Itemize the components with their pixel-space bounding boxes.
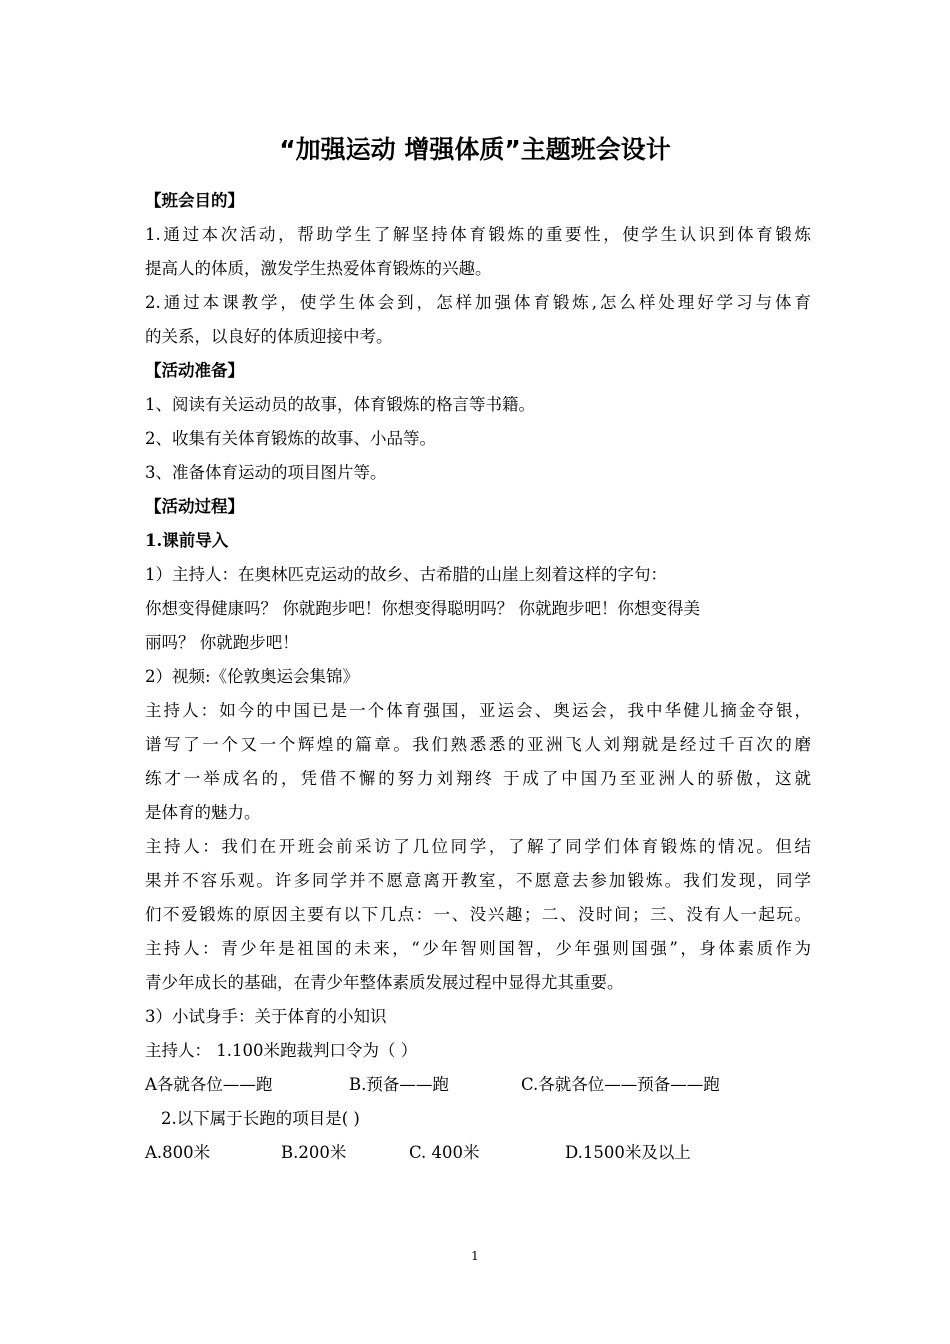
- paragraph-line: 果并不容乐观。许多同学并不愿意离开教室，不愿意去参加锻炼。我们发现，同学: [145, 871, 811, 890]
- quiz-option: C.各就各位——预备——跑: [521, 1075, 720, 1094]
- quiz-option: A.800米: [145, 1143, 211, 1162]
- paragraph-line: 你想变得健康吗？ 你就跑步吧！你想变得聪明吗？ 你就跑步吧！你想变得美: [145, 599, 700, 618]
- quiz-options-2: [145, 1136, 811, 1170]
- section-heading-purpose: 【班会目的】: [145, 191, 244, 210]
- paragraph-line: 主持人：如今的中国已是一个体育强国，亚运会、奥运会，我中华健儿摘金夺银，: [145, 701, 811, 720]
- subsection-heading: 1.课前导入: [145, 531, 229, 550]
- list-item: 3、准备体育运动的项目图片等。: [145, 463, 387, 482]
- list-item: 2、收集有关体育锻炼的故事、小品等。: [145, 429, 436, 448]
- paragraph-line: 2.通过本课教学，使学生体会到，怎样加强体育锻炼,怎么样处理好学习与体育: [145, 293, 811, 312]
- paragraph-line: 1.通过本次活动，帮助学生了解坚持体育锻炼的重要性，使学生认识到体育锻炼: [145, 225, 811, 244]
- quiz-options-1: [145, 1068, 811, 1102]
- paragraph-line: 青少年成长的基础，在青少年整体素质发展过程中显得尤其重要。: [145, 973, 624, 992]
- paragraph-line: 们不爱锻炼的原因主要有以下几点：一、没兴趣；二、没时间；三、没有人一起玩。: [145, 905, 811, 924]
- paragraph-line: 丽吗？ 你就跑步吧！: [145, 633, 299, 652]
- quiz-option: B.预备——跑: [349, 1075, 449, 1094]
- document-body: [145, 184, 811, 1170]
- paragraph-line: 的关系，以良好的体质迎接中考。: [145, 327, 393, 346]
- paragraph-line: 提高人的体质，激发学生热爱体育锻炼的兴趣。: [145, 259, 492, 278]
- quiz-question: 2.以下属于长跑的项目是( ): [161, 1109, 360, 1128]
- document-title: “加强运动 增强体质”主题班会设计: [279, 135, 671, 164]
- quiz-option: D.1500米及以上: [565, 1143, 691, 1162]
- page-number: 1: [471, 1249, 479, 1263]
- paragraph-line: 谱写了一个又一个辉煌的篇章。我们熟悉悉的亚洲飞人刘翔就是经过千百次的磨: [145, 735, 811, 754]
- paragraph-line: 3）小试身手：关于体育的小知识: [145, 1007, 387, 1026]
- section-heading-preparation: 【活动准备】: [145, 361, 244, 380]
- paragraph-line: 主持人：青少年是祖国的未来，“少年智则国智，少年强则国强”，身体素质作为: [145, 939, 811, 958]
- list-item: 1、阅读有关运动员的故事，体育锻炼的格言等书籍。: [145, 395, 535, 414]
- quiz-option: B.200米: [281, 1143, 347, 1162]
- quiz-option: A各就各位——跑: [145, 1075, 273, 1094]
- paragraph-line: 主持人：我们在开班会前采访了几位同学，了解了同学们体育锻炼的情况。但结: [145, 837, 811, 856]
- paragraph-line: 是体育的魅力。: [145, 803, 261, 822]
- quiz-question: 主持人： 1.100米跑裁判口令为（ ）: [145, 1041, 418, 1060]
- section-heading-process: 【活动过程】: [145, 497, 244, 516]
- quiz-option: C. 400米: [409, 1143, 480, 1162]
- paragraph-line: 练才一举成名的，凭借不懈的努力刘翔终 于成了中国乃至亚洲人的骄傲，这就: [145, 769, 811, 788]
- paragraph-line: 2）视频:《伦敦奥运会集锦》: [145, 667, 360, 686]
- paragraph-line: 1）主持人：在奥林匹克运动的故乡、古希腊的山崖上刻着这样的字句：: [145, 565, 667, 584]
